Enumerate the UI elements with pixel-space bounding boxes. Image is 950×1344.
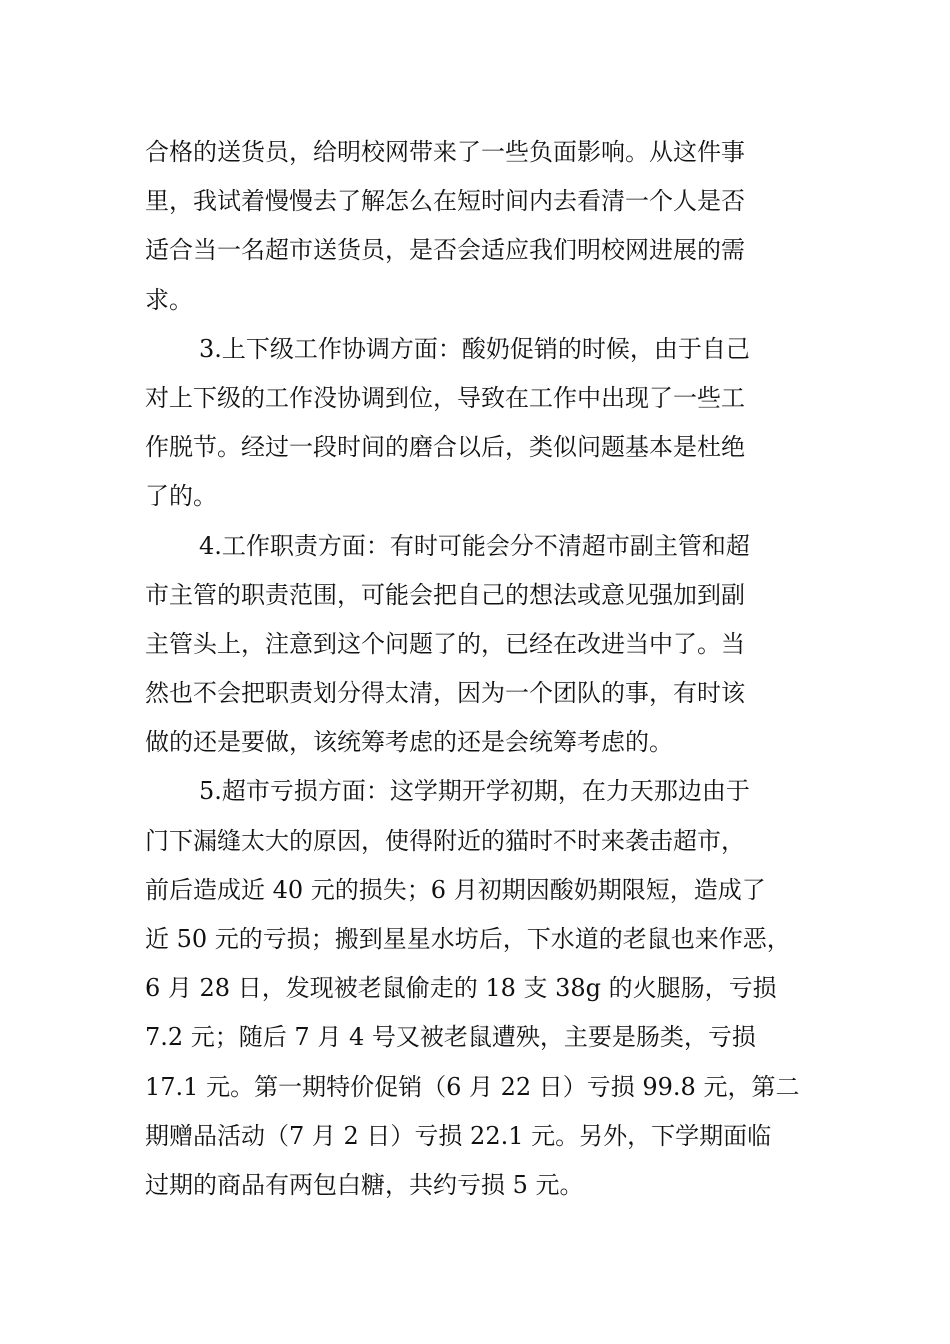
paragraph-start-line: 4.工作职责方面：有时可能会分不清超市副主管和超 (199, 531, 750, 560)
text-line: 近 50 元的亏损；搬到星星水坊后，下水道的老鼠也来作恶， (145, 925, 791, 953)
text-line: 市主管的职责范围，可能会把自己的想法或意见强加到副 (145, 580, 745, 609)
text-line: 做的还是要做，该统筹考虑的还是会统筹考虑的。 (145, 728, 673, 757)
text-line: 作脱节。经过一段时间的磨合以后，类似问题基本是杜绝 (145, 433, 745, 462)
text-line: 17.1 元。第一期特价促销（6 月 22 日）亏损 99.8 元，第二 (145, 1072, 800, 1101)
text-line: 了的。 (145, 482, 217, 511)
text-line: 7.2 元；随后 7 月 4 号又被老鼠遭殃，主要是肠类，亏损 (145, 1023, 756, 1052)
text-line: 期赠品活动（7 月 2 日）亏损 22.1 元。另外，下学期面临 (145, 1121, 772, 1150)
paragraph-start-line: 3.上下级工作协调方面：酸奶促销的时候，由于自己 (199, 334, 750, 363)
document-body (145, 128, 825, 1210)
text-line: 过期的商品有两包白糖，共约亏损 5 元。 (145, 1170, 584, 1199)
text-line: 对上下级的工作没协调到位，导致在工作中出现了一些工 (145, 383, 745, 412)
text-line: 里，我试着慢慢去了解怎么在短时间内去看清一个人是否 (145, 187, 745, 216)
text-line: 合格的送货员，给明校网带来了一些负面影响。从这件事 (145, 138, 745, 166)
paragraph-start-line: 5.超市亏损方面：这学期开学初期，在力天那边由于 (199, 777, 750, 806)
text-line: 6 月 28 日，发现被老鼠偷走的 18 支 38g 的火腿肠，亏损 (145, 974, 777, 1003)
text-line: 求。 (145, 285, 193, 314)
text-line: 适合当一名超市送货员，是否会适应我们明校网进展的需 (145, 236, 745, 265)
text-line: 然也不会把职责划分得太清，因为一个团队的事，有时该 (145, 679, 745, 708)
text-line: 门下漏缝太大的原因，使得附近的猫时不时来袭击超市， (145, 826, 745, 855)
text-line: 主管头上，注意到这个问题了的，已经在改进当中了。当 (145, 629, 745, 658)
text-line: 前后造成近 40 元的损失；6 月初期因酸奶期限短，造成了 (145, 875, 766, 904)
